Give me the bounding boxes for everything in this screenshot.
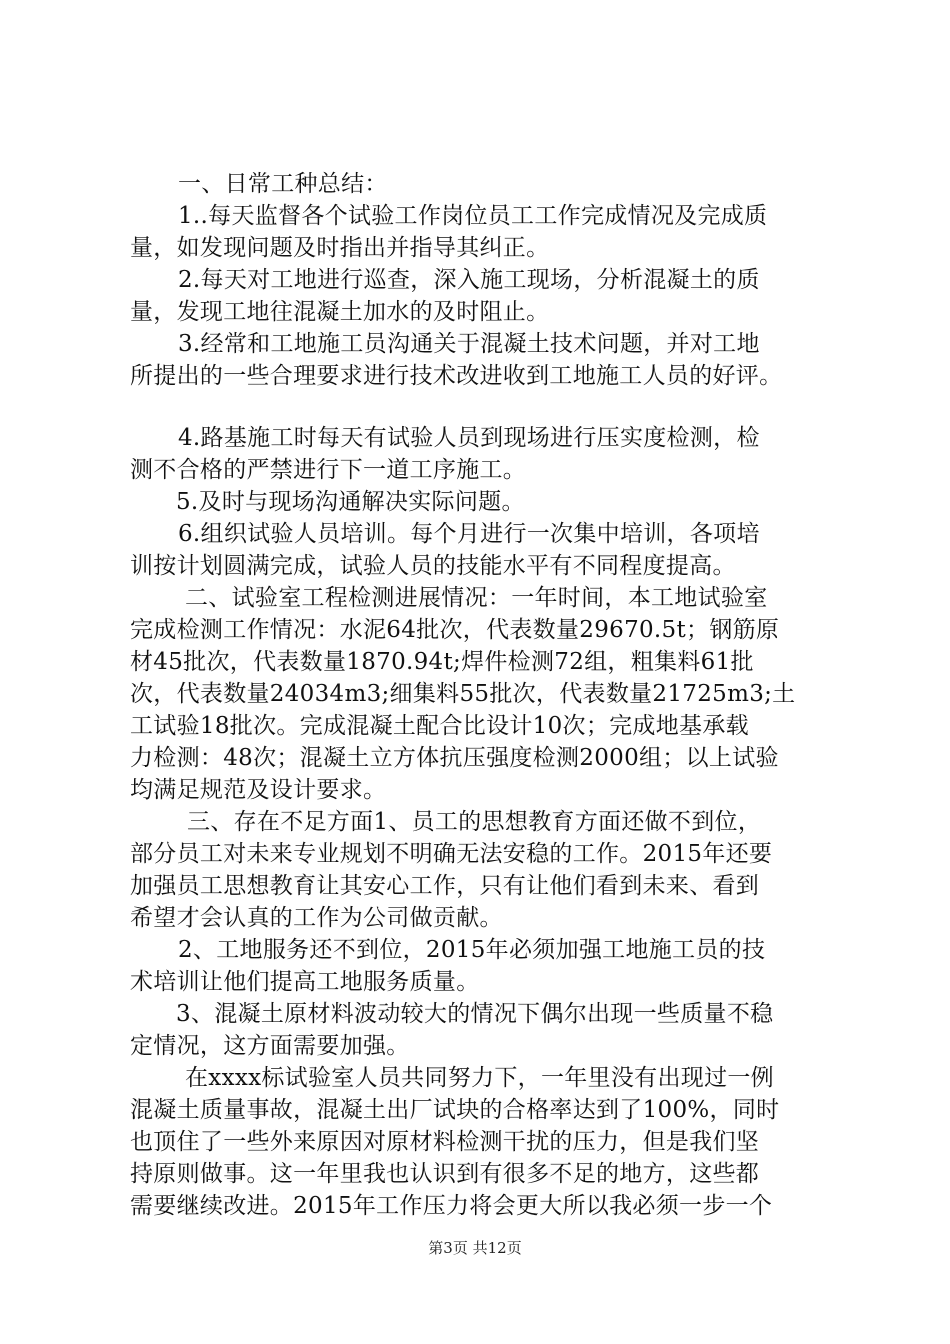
paragraph-line: 混凝土质量事故，混凝土出厂试块的合格率达到了100%，同时 bbox=[130, 1097, 780, 1123]
paragraph-line: 也顶住了一些外来原因对原材料检测干扰的压力，但是我们坚 bbox=[130, 1129, 760, 1155]
paragraph-line: 所提出的一些合理要求进行技术改进收到工地施工人员的好评。 bbox=[130, 363, 783, 389]
paragraph-line: 3.经常和工地施工员沟通关于混凝土技术问题，并对工地 bbox=[178, 331, 760, 357]
paragraph-line: 部分员工对未来专业规划不明确无法安稳的工作。2015年还要 bbox=[130, 841, 773, 867]
paragraph-gap bbox=[130, 392, 830, 422]
paragraph-line: 训按计划圆满完成，试验人员的技能水平有不同程度提高。 bbox=[130, 553, 736, 579]
section-heading-daily-summary: 一、日常工种总结： bbox=[178, 171, 388, 197]
paragraph-line: 完成检测工作情况：水泥64批次，代表数量29670.5t；钢筋原 bbox=[130, 617, 780, 643]
paragraph-line: 1..每天监督各个试验工作岗位员工工作完成情况及完成质 bbox=[178, 203, 768, 229]
paragraph-line: 4.路基施工时每天有试验人员到现场进行压实度检测，检 bbox=[178, 425, 760, 451]
paragraph-line: 测不合格的严禁进行下一道工序施工。 bbox=[130, 457, 527, 483]
paragraph-line: 量，如发现问题及时指出并指导其纠正。 bbox=[130, 235, 550, 261]
section-heading-shortcomings: 三、存在不足方面1、员工的思想教育方面还做不到位， bbox=[187, 809, 762, 835]
paragraph-line: 2、工地服务还不到位，2015年必须加强工地施工员的技 bbox=[178, 937, 766, 963]
paragraph-line: 量，发现工地往混凝土加水的及时阻止。 bbox=[130, 299, 550, 325]
paragraph-line: 需要继续改进。2015年工作压力将会更大所以我必须一步一个 bbox=[130, 1193, 773, 1219]
paragraph-line: 6.组织试验人员培训。每个月进行一次集中培训，各项培 bbox=[178, 521, 760, 547]
body-text bbox=[130, 168, 830, 1222]
paragraph-line: 工试验18批次。完成混凝土配合比设计10次；完成地基承载 bbox=[130, 713, 749, 739]
paragraph-line: 力检测：48次；混凝土立方体抗压强度检测2000组；以上试验 bbox=[130, 745, 779, 771]
page-number-footer: 第3页 共12页 bbox=[428, 1239, 522, 1257]
paragraph-line: 加强员工思想教育让其安心工作，只有让他们看到未来、看到 bbox=[130, 873, 760, 899]
paragraph-line: 术培训让他们提高工地服务质量。 bbox=[130, 969, 480, 995]
paragraph-line: 材45批次，代表数量1870.94t;焊件检测72组，粗集料61批 bbox=[130, 649, 754, 675]
paragraph-line: 定情况，这方面需要加强。 bbox=[130, 1033, 410, 1059]
paragraph-line: 5.及时与现场沟通解决实际问题。 bbox=[176, 489, 525, 515]
paragraph-line: 2.每天对工地进行巡查，深入施工现场，分析混凝土的质 bbox=[178, 267, 760, 293]
paragraph-line: 3、混凝土原材料波动较大的情况下偶尔出现一些质量不稳 bbox=[176, 1001, 774, 1027]
section-heading-lab-progress: 二、试验室工程检测进展情况：一年时间，本工地试验室 bbox=[185, 585, 768, 611]
paragraph-line: 次，代表数量24034m3;细集料55批次，代表数量21725m3;土 bbox=[130, 681, 796, 707]
paragraph-line: 在xxxx标试验室人员共同努力下，一年里没有出现过一例 bbox=[185, 1065, 774, 1091]
paragraph-line: 持原则做事。这一年里我也认识到有很多不足的地方，这些都 bbox=[130, 1161, 760, 1187]
paragraph-line: 希望才会认真的工作为公司做贡献。 bbox=[130, 905, 503, 931]
paragraph-line: 均满足规范及设计要求。 bbox=[130, 777, 387, 803]
